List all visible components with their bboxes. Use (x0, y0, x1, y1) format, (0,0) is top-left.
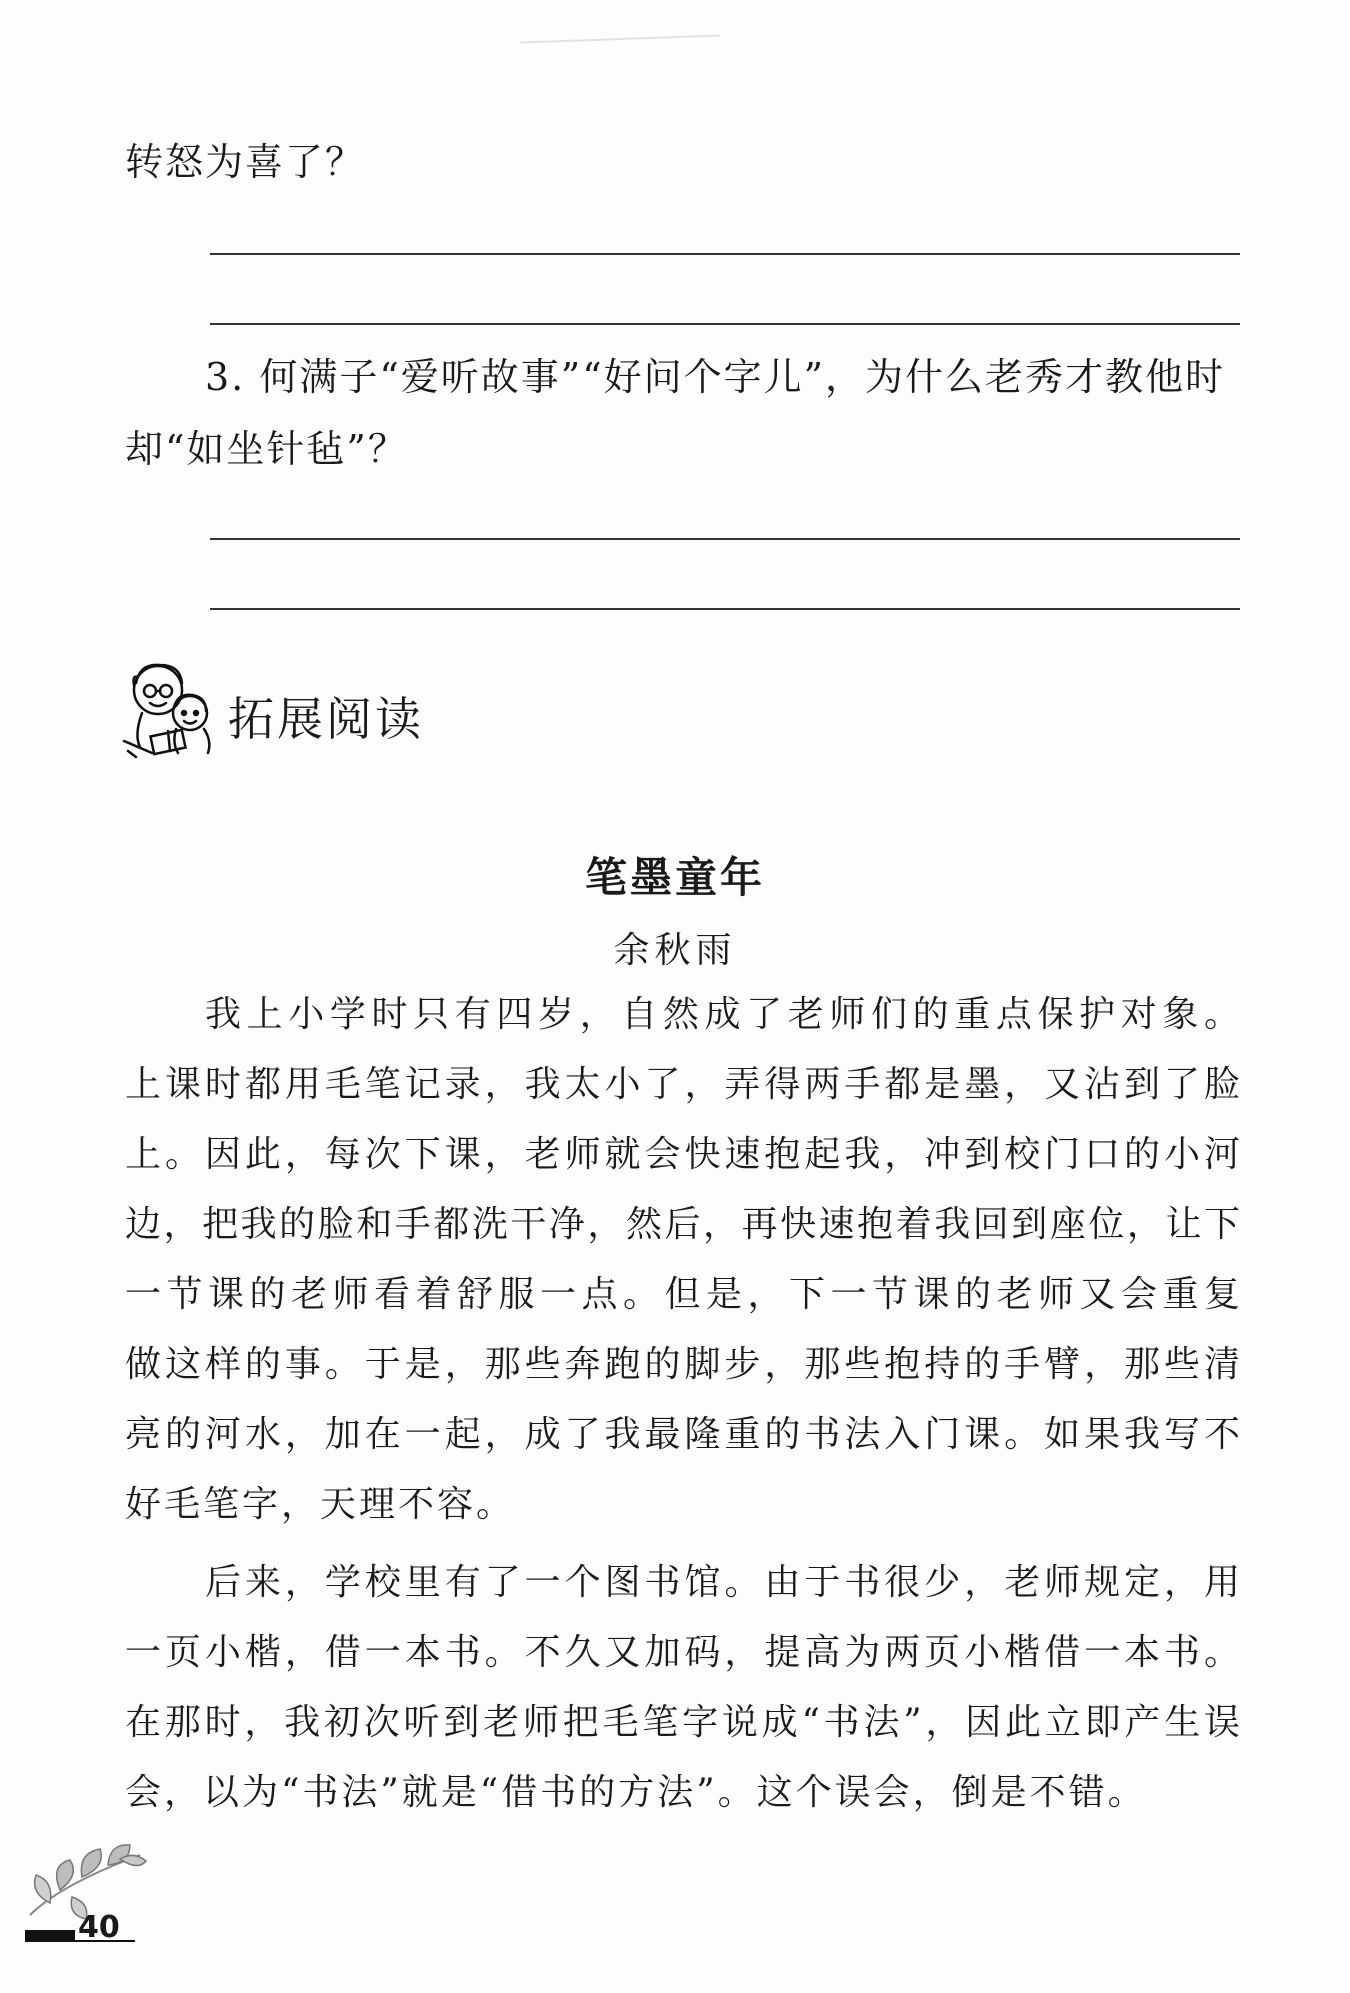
answer-line-q3-2[interactable] (210, 608, 1240, 610)
paragraph-line: 边，把我的脸和手都洗干净，然后，再快速抱着我回到座位，让下 (125, 1204, 1240, 1245)
article-title: 笔墨童年 (584, 853, 765, 902)
page-number-bar (25, 1930, 75, 1940)
paragraph-line: 好毛笔字，天理不容。 (125, 1484, 516, 1525)
paragraph-line: 会，以为“书法”就是“借书的方法”。这个误会，倒是不错。 (125, 1772, 1147, 1813)
paragraph-line: 上课时都用毛笔记录，我太小了，弄得两手都是墨，又沾到了脸 (125, 1064, 1240, 1105)
page-number: 40 (78, 1910, 120, 1945)
paragraph-line: 上。因此，每次下课，老师就会快速抱起我，冲到校门口的小河 (125, 1134, 1240, 1175)
paragraph-line: 在那时，我初次听到老师把毛笔字说成“书法”，因此立即产生误 (125, 1702, 1240, 1743)
paragraph-line: 亮的河水，加在一起，成了我最隆重的书法入门课。如果我写不 (125, 1414, 1240, 1455)
section-title: 拓展阅读 (228, 692, 424, 746)
paragraph-line: 一页小楷，借一本书。不久又加码，提高为两页小楷借一本书。 (125, 1632, 1240, 1673)
section-header (118, 655, 518, 765)
paragraph-line: 一节课的老师看着舒服一点。但是，下一节课的老师又会重复 (125, 1274, 1240, 1315)
question-2-tail: 转怒为喜了？ (125, 140, 366, 184)
scan-artifact (520, 35, 720, 44)
paragraph-line: 我上小学时只有四岁，自然成了老师们的重点保护对象。 (205, 994, 1240, 1035)
leaf-branch-icon (20, 1815, 150, 1925)
paragraph-line: 做这样的事。于是，那些奔跑的脚步，那些抱持的手臂，那些清 (125, 1344, 1240, 1385)
two-kids-reading-icon (118, 655, 226, 763)
question-3-line-2: 却“如坐针毡”？ (125, 427, 408, 471)
answer-line-q3-1[interactable] (210, 538, 1240, 540)
question-3-line-1: 3. 何满子“爱听故事”“好问个字儿”，为什么老秀才教他时 (205, 355, 1226, 399)
answer-line-q2-1[interactable] (210, 253, 1240, 255)
answer-line-q2-2[interactable] (210, 323, 1240, 325)
article-author: 余秋雨 (613, 930, 737, 971)
paragraph-line: 后来，学校里有了一个图书馆。由于书很少，老师规定，用 (205, 1562, 1240, 1603)
